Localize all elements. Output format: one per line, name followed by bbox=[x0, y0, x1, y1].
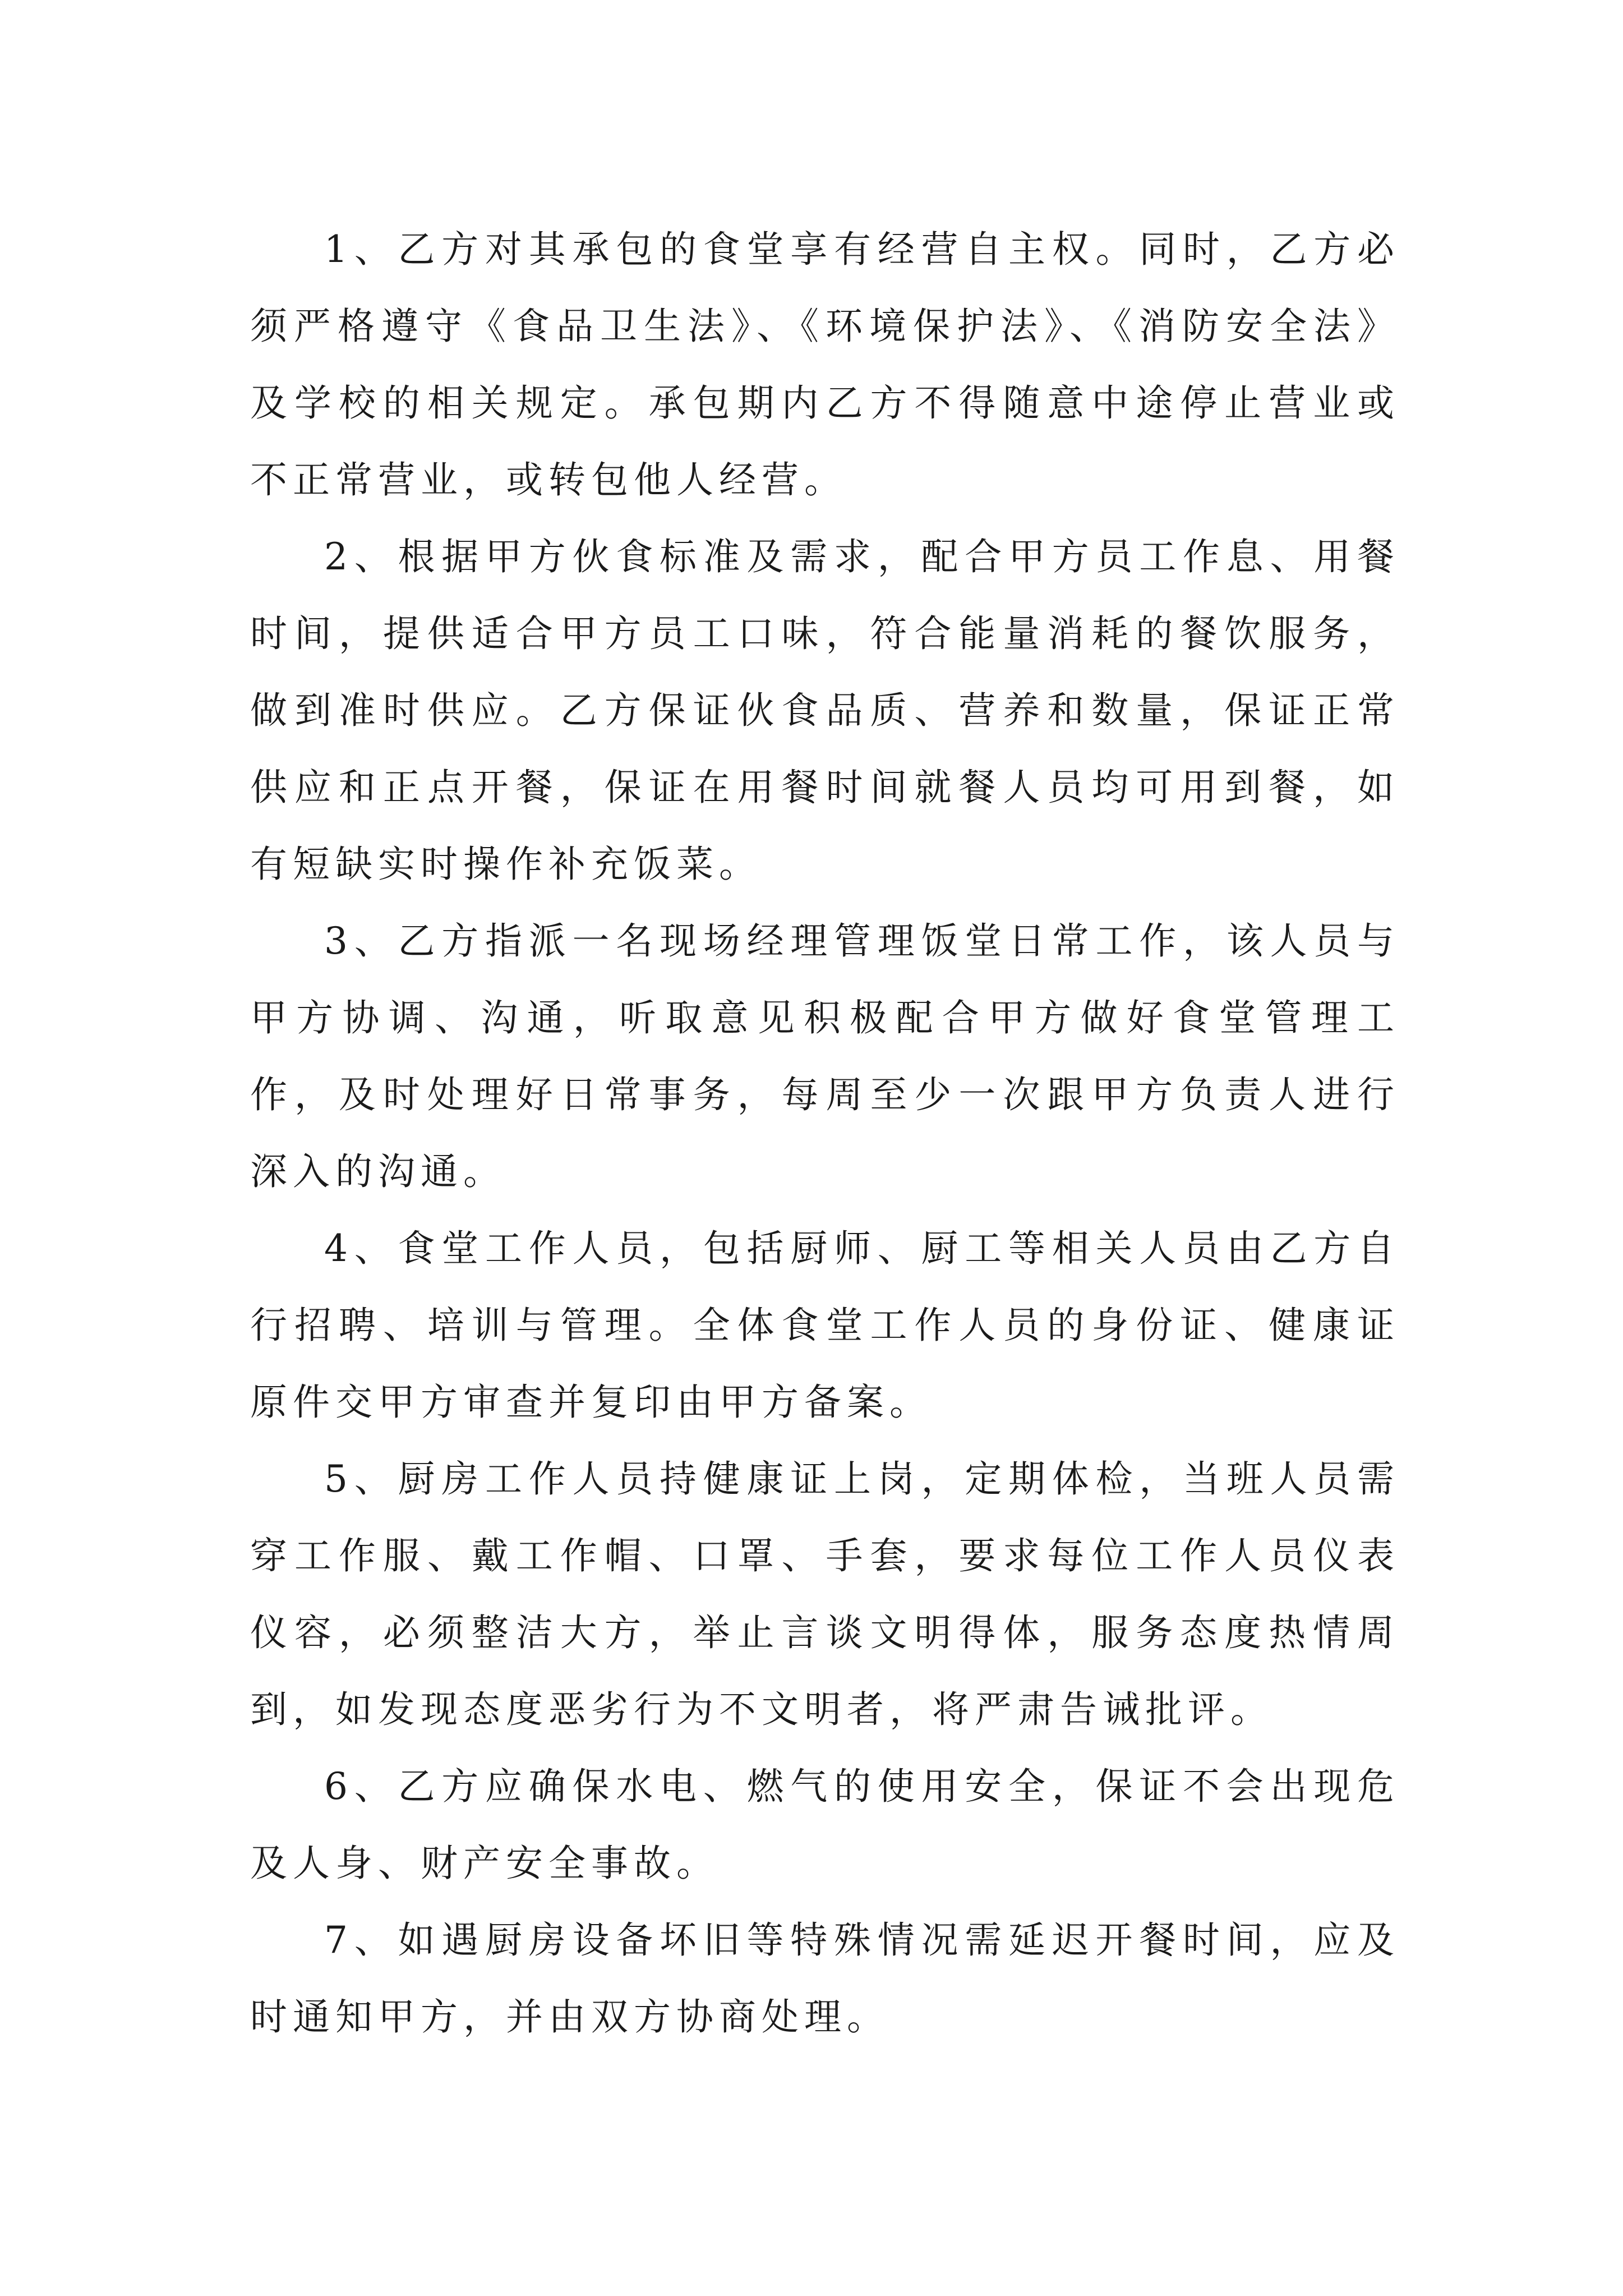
clause-2: 2、根据甲方伙食标准及需求，配合甲方员工作息、用餐时间，提供适合甲方员工口味，符合能量消耗的餐饮服务，做到准时供应。乙方保证伙食品质、营养和数量，保证正常供应和正点开餐，保证在用餐时间就餐人员均可用到餐，如有短缺实时操作补充饭菜。 bbox=[250, 535, 1400, 886]
clause-7: 7、如遇厨房设备坏旧等特殊情况需延迟开餐时间，应及时通知甲方，并由双方协商处理。 bbox=[250, 1918, 1400, 2039]
clause-4: 4、食堂工作人员，包括厨师、厨工等相关人员由乙方自行招聘、培训与管理。全体食堂工作人员的身份证、健康证原件交甲方审查并复印由甲方备案。 bbox=[250, 1227, 1400, 1424]
document-body bbox=[250, 211, 1400, 2055]
clause-1: 1、乙方对其承包的食堂享有经营自主权。同时，乙方必须严格遵守《食品卫生法》、《环境保护法》、《消防安全法》及学校的相关规定。承包期内乙方不得随意中途停止营业或不正常营业，或转包他人经营。 bbox=[250, 228, 1400, 501]
clause-3: 3、乙方指派一名现场经理管理饭堂日常工作，该人员与甲方协调、沟通，听取意见积极配合甲方做好食堂管理工作，及时处理好日常事务，每周至少一次跟甲方负责人进行深入的沟通。 bbox=[250, 919, 1400, 1193]
clause-5: 5、厨房工作人员持健康证上岗，定期体检，当班人员需穿工作服、戴工作帽、口罩、手套，要求每位工作人员仪表仪容，必须整洁大方，举止言谈文明得体，服务态度热情周到，如发现态度恶劣行为不文明者，将严肃告诫批评。 bbox=[250, 1457, 1400, 1731]
clause-6: 6、乙方应确保水电、燃气的使用安全，保证不会出现危及人身、财产安全事故。 bbox=[250, 1765, 1400, 1885]
